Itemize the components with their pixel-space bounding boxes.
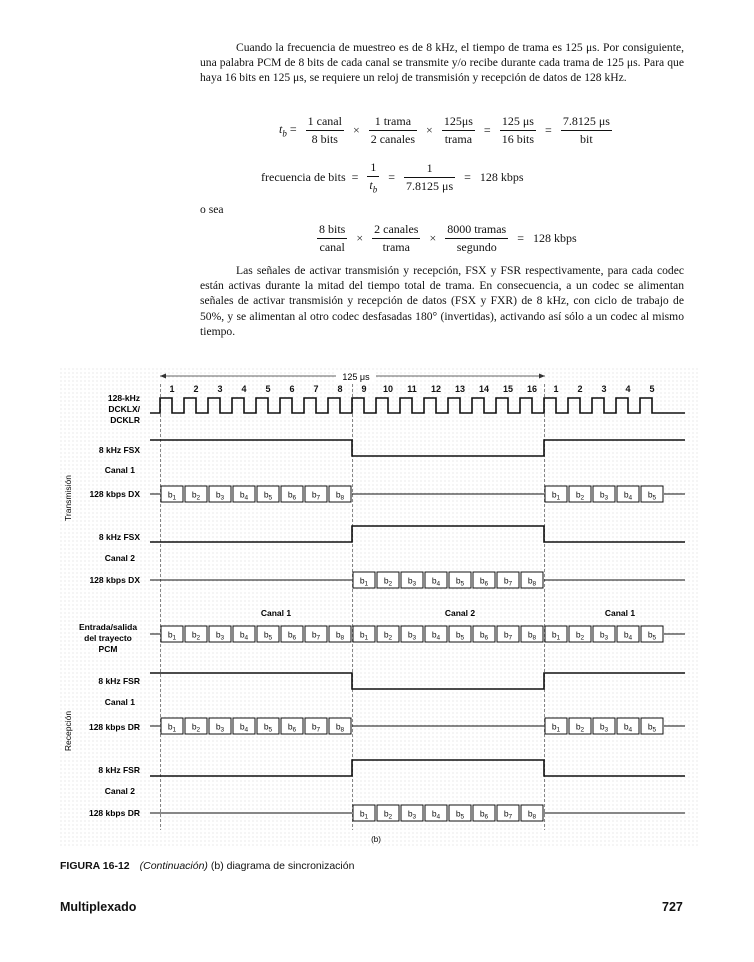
fsr2-label: 8 kHz FSR xyxy=(98,765,140,775)
eq2-lhs: frecuencia de bits xyxy=(261,169,346,184)
pcm-bit-label: $b_5$ xyxy=(647,629,657,642)
dx1-bit-label: $b_5$ xyxy=(263,489,273,502)
dx1-bit-label: $b_4$ xyxy=(239,489,249,502)
pcm-canal1-label: Canal 1 xyxy=(260,608,292,618)
pcm-bit-label: $b_1$ xyxy=(167,629,177,642)
clock-number-13: 13 xyxy=(454,384,466,394)
eq3-f1-num: 8 bits xyxy=(317,222,347,239)
clock-number-20: 4 xyxy=(625,384,631,394)
clock-number-10: 10 xyxy=(382,384,394,394)
section-recepcion: Recepción xyxy=(63,710,73,752)
pcm-bit-label: $b_3$ xyxy=(215,629,225,642)
clock-number-2: 2 xyxy=(193,384,199,394)
dr1-bit-label: $b_3$ xyxy=(599,721,609,734)
dx1-bit-label: $b_6$ xyxy=(287,489,297,502)
eq1-lhs-sub: b xyxy=(282,128,287,139)
dr1-bit-label: $b_3$ xyxy=(215,721,225,734)
dx2-bit-label: $b_1$ xyxy=(359,575,369,588)
clock-number-16: 16 xyxy=(526,384,538,394)
canal1-rx-label: Canal 1 xyxy=(104,697,135,707)
pcm-bit-label: $b_6$ xyxy=(479,629,489,642)
pcm-bit-label: $b_4$ xyxy=(239,629,249,642)
clock-number-4: 4 xyxy=(241,384,247,394)
pcm-bit-label: $b_2$ xyxy=(575,629,585,642)
dx2-bit-label: $b_2$ xyxy=(383,575,393,588)
eq3-f1-den: canal xyxy=(319,240,345,254)
section-transmision: Transmisión xyxy=(63,475,73,521)
dr1-bit-label: $b_2$ xyxy=(191,721,201,734)
footer-section-title: Multiplexado xyxy=(60,900,137,914)
dx2-label: 128 kbps DX xyxy=(89,575,140,585)
dr1-bit-label: $b_4$ xyxy=(623,721,633,734)
pcm-bit-label: $b_3$ xyxy=(599,629,609,642)
eq3-f2-den: trama xyxy=(382,240,410,254)
dr1-bit-label: $b_7$ xyxy=(311,721,321,734)
dr1-bit-label: $b_6$ xyxy=(287,721,297,734)
dx1-bit-label: $b_5$ xyxy=(647,489,657,502)
dx2-bit-label: $b_8$ xyxy=(527,575,537,588)
eq1-f1-num: 1 canal xyxy=(306,114,344,131)
dr2-bit-label: $b_5$ xyxy=(455,808,465,821)
pcm-bit-label: $b_5$ xyxy=(455,629,465,642)
pcm-canal3-label: Canal 1 xyxy=(604,608,636,618)
dx2-bit-label: $b_4$ xyxy=(431,575,441,588)
eq1-lhs: t xyxy=(279,122,283,137)
osea-text: o sea xyxy=(200,203,224,216)
clock-number-18: 2 xyxy=(577,384,583,394)
pcm-label-line2: del trayecto xyxy=(84,633,132,643)
dx1-bit-label: $b_4$ xyxy=(623,489,633,502)
dr1-bit-label: $b_4$ xyxy=(239,721,249,734)
pcm-bit-label: $b_8$ xyxy=(527,629,537,642)
dr1-bit-label: $b_8$ xyxy=(335,721,345,734)
dr1-bit-label: $b_2$ xyxy=(575,721,585,734)
eq3-f3-num: 8000 tramas xyxy=(445,222,508,239)
clock-label-line3: DCKLR xyxy=(110,415,140,425)
dr2-bit-label: $b_4$ xyxy=(431,808,441,821)
canal2-tx-label: Canal 2 xyxy=(104,553,135,563)
dr1-bit-label: $b_5$ xyxy=(647,721,657,734)
equation-bit-rate-alt: $\frac{\text{8 bits}}{\text{canal}}$ × $\frac{\text{2 canales}}{\text{trama}}$ × $\frac{\text{8000 tramas}}{\text{segundo}}$ = 128 kbps xyxy=(319,222,577,254)
clock-number-12: 12 xyxy=(430,384,442,394)
eq1-f5-num: 7.8125 μs xyxy=(561,114,612,131)
eq1-f3-den: trama xyxy=(444,132,473,146)
clock-number-6: 6 xyxy=(289,384,295,394)
eq1-f4-num: 125 μs xyxy=(500,114,536,131)
canal1-tx-label: Canal 1 xyxy=(104,465,135,475)
figure-number: FIGURA 16-12 xyxy=(60,860,130,872)
pcm-bit-label: $b_7$ xyxy=(311,629,321,642)
diagram-sublabel: (b) xyxy=(371,835,381,844)
pcm-bit-label: $b_2$ xyxy=(191,629,201,642)
eq1-f2-den: 2 canales xyxy=(370,132,416,146)
eq1-f5-den: bit xyxy=(580,132,593,146)
dr1-bit-label: $b_1$ xyxy=(167,721,177,734)
dr2-bit-label: $b_8$ xyxy=(527,808,537,821)
dr2-label: 128 kbps DR xyxy=(88,808,140,818)
pcm-bit-label: $b_8$ xyxy=(335,629,345,642)
clock-number-11: 11 xyxy=(407,384,417,394)
eq2-f1-den-sub: b xyxy=(372,184,378,195)
dr2-bit-label: $b_7$ xyxy=(503,808,513,821)
page-number: 727 xyxy=(662,900,683,914)
dx1-bit-label: $b_2$ xyxy=(575,489,585,502)
dr2-bit-label: $b_3$ xyxy=(407,808,417,821)
figure-caption xyxy=(60,860,354,872)
eq3-result: 128 kbps xyxy=(533,231,577,245)
fsx1-label: 8 kHz FSX xyxy=(98,445,140,455)
pcm-bit-label: $b_2$ xyxy=(383,629,393,642)
dx1-bit-label: $b_3$ xyxy=(215,489,225,502)
pcm-label-line3: PCM xyxy=(98,644,118,654)
eq1-f3-num: 125μs xyxy=(442,114,475,131)
dx1-bit-label: $b_7$ xyxy=(311,489,321,502)
pcm-bit-label: $b_4$ xyxy=(623,629,633,642)
dx2-bit-label: $b_7$ xyxy=(503,575,513,588)
clock-number-3: 3 xyxy=(217,384,223,394)
clock-number-8: 8 xyxy=(337,384,343,394)
pcm-bit-label: $b_6$ xyxy=(287,629,297,642)
clock-number-9: 9 xyxy=(361,384,367,394)
clock-label-line1: 128-kHz xyxy=(107,393,140,403)
pcm-bit-label: $b_5$ xyxy=(263,629,273,642)
eq3-f2-num: 2 canales xyxy=(372,222,420,239)
clock-number-5: 5 xyxy=(265,384,271,394)
eq1-f2-num: 1 trama xyxy=(369,114,417,131)
eq1-f4-den: 16 bits xyxy=(501,132,535,146)
dx1-bit-label: $b_1$ xyxy=(551,489,561,502)
dx2-bit-label: $b_5$ xyxy=(455,575,465,588)
eq2-f1-den: t xyxy=(369,178,373,192)
canal2-rx-label: Canal 2 xyxy=(104,786,135,796)
period-label: 125 μs xyxy=(342,372,370,382)
equation-bit-rate: frecuencia de bits = $\frac{1}{t_b}$ = $\frac{1}{7.8125 \mu s}$ = 128 kbps xyxy=(261,160,524,195)
dr1-label: 128 kbps DR xyxy=(88,722,140,732)
fsr1-label: 8 kHz FSR xyxy=(98,676,140,686)
eq2-f1-num: 1 xyxy=(367,160,379,177)
clock-label-line2: DCKLX/ xyxy=(108,404,140,414)
dx1-bit-label: $b_1$ xyxy=(167,489,177,502)
eq2-f2-num: 1 xyxy=(404,161,455,178)
dx1-bit-label: $b_8$ xyxy=(335,489,345,502)
fsx2-label: 8 kHz FSX xyxy=(98,532,140,542)
dr2-bit-label: $b_1$ xyxy=(359,808,369,821)
pcm-bit-label: $b_1$ xyxy=(359,629,369,642)
equation-bit-time: $t_b$ = $\frac{\text{1 canal}}{\text{8 bits}}$ × $\frac{\text{1 trama}}{\text{2 canales}}$ × $\frac{125\mu s}{\text{trama}}$ = $\frac{125 \mu s}{\text{16 bits}}$ = $\frac{7.8125 \mu s}{\text{bit}}$ xyxy=(279,114,610,146)
eq2-f2-den: 7.8125 μs xyxy=(406,178,454,193)
timing-diagram xyxy=(60,368,700,848)
dr2-bit-label: $b_2$ xyxy=(383,808,393,821)
paragraph-frame-time: Cuando la frecuencia de muestreo es de 8 kHz, el tiempo de trama es 125 μs. Por consiguiente, una palabra PCM de 8 bits de cada canal se transmite y/o recibe durante cada trama de 125 μs. Para que haya 16 bits en 125 μs, se requiere un reloj de transmisión y recepción de datos de 128 kHz. xyxy=(200,41,684,85)
dr2-bit-label: $b_6$ xyxy=(479,808,489,821)
clock-number-19: 3 xyxy=(601,384,607,394)
pcm-bit-label: $b_3$ xyxy=(407,629,417,642)
clock-number-14: 14 xyxy=(478,384,490,394)
pcm-label-line1: Entrada/salida xyxy=(78,622,138,632)
dx1-bit-label: $b_3$ xyxy=(599,489,609,502)
dr1-bit-label: $b_1$ xyxy=(551,721,561,734)
caption-continuation: (Continuación) xyxy=(139,860,208,872)
clock-number-21: 5 xyxy=(649,384,655,394)
pcm-bit-label: $b_7$ xyxy=(503,629,513,642)
clock-number-15: 15 xyxy=(502,384,514,394)
dx1-label: 128 kbps DX xyxy=(89,489,140,499)
eq1-f1-den: 8 bits xyxy=(311,132,338,146)
pcm-bit-label: $b_1$ xyxy=(551,629,561,642)
clock-number-7: 7 xyxy=(313,384,319,394)
eq3-f3-den: segundo xyxy=(456,240,497,254)
eq2-result: 128 kbps xyxy=(479,169,524,184)
dx2-bit-label: $b_3$ xyxy=(407,575,417,588)
paragraph-fsx-fsr: Las señales de activar transmisión y recepción, FSX y FSR respectivamente, para cada codec están activas durante la mitad del tiempo total de trama. En consecuencia, a un codec se alimentan señales de activar transmisión y recepción de datos (FSX y FXR) de 8 kHz, con ciclo de trabajo de 50%, y se alimentan al otro codec desfasadas 180° (invertidas), activando así sólo a un codec al mismo tiempo. xyxy=(200,264,684,338)
clock-number-1: 1 xyxy=(169,384,175,394)
clock-number-17: 1 xyxy=(553,384,559,394)
dx2-bit-label: $b_6$ xyxy=(479,575,489,588)
pcm-bit-label: $b_4$ xyxy=(431,629,441,642)
dx1-bit-label: $b_2$ xyxy=(191,489,201,502)
dr1-bit-label: $b_5$ xyxy=(263,721,273,734)
pcm-canal2-label: Canal 2 xyxy=(444,608,476,618)
caption-text: (b) diagrama de sincronización xyxy=(210,860,355,872)
